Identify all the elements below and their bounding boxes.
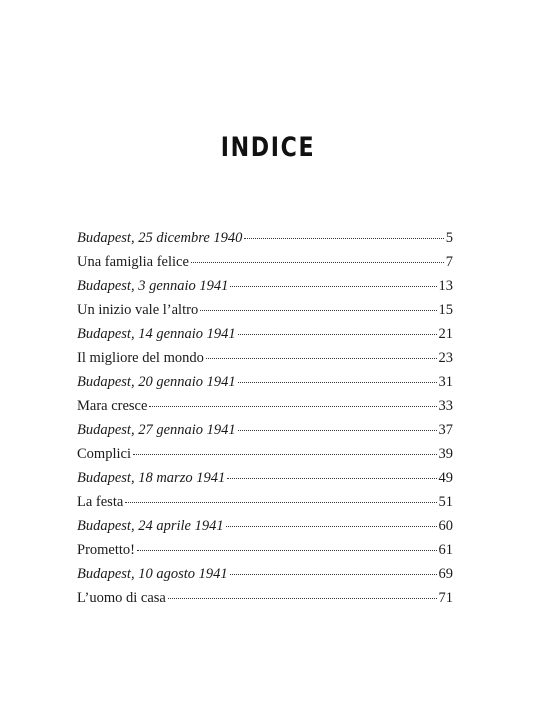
entry-title: Un inizio vale l’altro: [77, 302, 199, 318]
dot-leader: [191, 262, 444, 263]
toc-entry: [77, 346, 453, 370]
entry-title: Budapest, 14 gennaio 1941: [77, 326, 236, 342]
toc-entry: [77, 538, 453, 562]
entry-title: Il migliore del mondo: [77, 350, 204, 366]
toc-entry: [77, 418, 453, 442]
entry-page-number: 37: [438, 422, 453, 438]
entry-page-number: 5: [445, 230, 453, 246]
entry-title: Una famiglia felice: [77, 254, 189, 270]
dot-leader: [133, 454, 437, 455]
entry-page-number: 13: [438, 278, 453, 294]
dot-leader: [227, 478, 436, 479]
entry-title: Budapest, 20 gennaio 1941: [77, 374, 236, 390]
entry-page-number: 60: [438, 518, 453, 534]
entry-page-number: 39: [438, 446, 453, 462]
entry-page-number: 21: [438, 326, 453, 342]
dot-leader: [137, 550, 437, 551]
entry-title: La festa: [77, 494, 124, 510]
dot-leader: [226, 526, 437, 527]
toc-entry: [77, 274, 453, 298]
toc-entry: [77, 442, 453, 466]
dot-leader: [238, 334, 437, 335]
dot-leader: [230, 574, 437, 575]
entry-title: Budapest, 3 gennaio 1941: [77, 278, 229, 294]
entry-page-number: 49: [438, 470, 453, 486]
entry-title: Complici: [77, 446, 131, 462]
entry-page-number: 33: [438, 398, 453, 414]
entry-title: Budapest, 24 aprile 1941: [77, 518, 224, 534]
toc-entry: [77, 322, 453, 346]
toc-entry: [77, 466, 453, 490]
page-title: INDICE: [220, 132, 316, 163]
entry-page-number: 69: [438, 566, 453, 582]
entry-page-number: 23: [438, 350, 453, 366]
toc-entry: [77, 394, 453, 418]
entry-page-number: 61: [438, 542, 453, 558]
entry-page-number: 31: [438, 374, 453, 390]
dot-leader: [230, 286, 436, 287]
entry-title: Budapest, 27 gennaio 1941: [77, 422, 236, 438]
entry-page-number: 51: [438, 494, 453, 510]
entry-title: Prometto!: [77, 542, 135, 558]
toc-entry: [77, 226, 453, 250]
toc-entry: [77, 298, 453, 322]
dot-leader: [206, 358, 437, 359]
table-of-contents: [77, 226, 453, 610]
toc-entry: [77, 370, 453, 394]
dot-leader: [238, 430, 437, 431]
dot-leader: [149, 406, 436, 407]
dot-leader: [238, 382, 437, 383]
entry-title: L’uomo di casa: [77, 590, 166, 606]
dot-leader: [168, 598, 437, 599]
dot-leader: [125, 502, 436, 503]
entry-page-number: 15: [438, 302, 453, 318]
toc-entry: [77, 562, 453, 586]
toc-entry: [77, 490, 453, 514]
toc-entry: [77, 250, 453, 274]
dot-leader: [244, 238, 443, 239]
entry-title: Budapest, 10 agosto 1941: [77, 566, 228, 582]
dot-leader: [200, 310, 436, 311]
toc-entry: [77, 514, 453, 538]
entry-title: Budapest, 18 marzo 1941: [77, 470, 226, 486]
entry-title: Mara cresce: [77, 398, 148, 414]
entry-title: Budapest, 25 dicembre 1940: [77, 230, 243, 246]
entry-page-number: 71: [438, 590, 453, 606]
toc-entry: [77, 586, 453, 610]
entry-page-number: 7: [445, 254, 453, 270]
